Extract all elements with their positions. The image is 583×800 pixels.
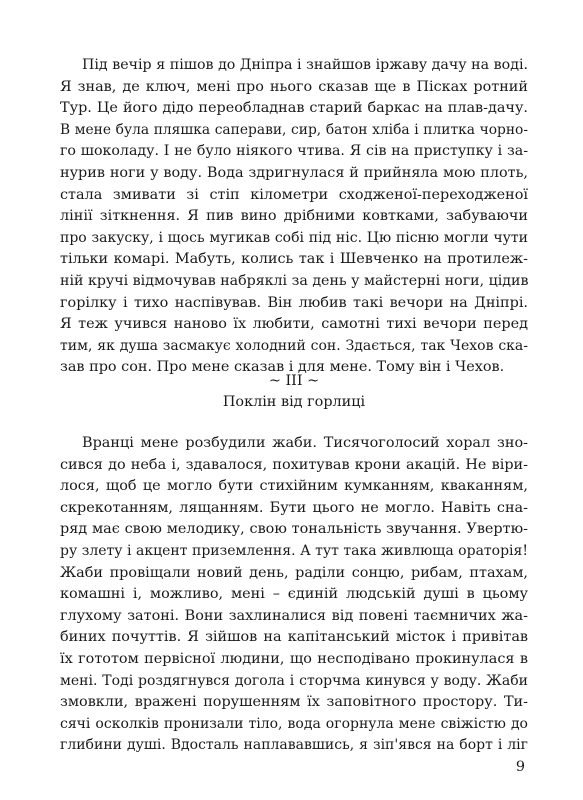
text-line: Вранці мене розбудили жаби. Тисячоголосий хорал зно- — [82, 435, 528, 451]
text-line: скрекотанням, лящанням. Бути цього не могло. Навіть сна- — [60, 499, 528, 516]
text-line: Я знав, де ключ, мені про нього сказав ще в Пісках ротний — [60, 78, 528, 95]
text-line: ру злету і акцент приземлення. А тут така живлюща ораторія! — [60, 542, 528, 559]
text-line: горілку і тихо наспівував. Він любив такі вечори на Дніпрі. — [60, 294, 528, 311]
text-line: лося, щоб це могло бути стихійним кумканням, кваканням, — [60, 478, 528, 495]
text-line: ній кручі відмочував набряклі за день у майстерні ноги, цідив — [60, 272, 528, 289]
text-line: Під вечір я пішов до Дніпра і знайшов іржаву дачу на воді. — [82, 57, 528, 73]
text-line: глибини душі. Вдосталь наплававшись, я зіп'явся на борт і ліг — [60, 737, 528, 754]
text-line: глухому затоні. Вони захлиналися від повені таємничих жа- — [60, 607, 528, 624]
text-line: тим, як душа засмакує холодний сон. Здається, так Чехов ска- — [60, 337, 528, 354]
text-line: стала змивати зі стіп кілометри сходженої-переходженої — [60, 186, 528, 203]
section-title: Поклін від горлиці — [222, 394, 366, 410]
text-line: сячі осколків пронизали тіло, вода огорнула мене свіжістю до — [60, 715, 528, 732]
text-line: сився до неба і, здавалося, похитував крони акацій. Не віри- — [60, 456, 528, 473]
text-line: биних почуттів. Я зійшов на капітанський місток і привітав — [60, 629, 528, 646]
text-line: В мене була пляшка саперави, сир, батон хліба і плитка чорно- — [60, 121, 528, 138]
text-line: зав про сон. Про мене сказав і для мене. Тому він і Чехов. — [60, 359, 505, 376]
text-line: їх гототом первісної людини, що несподівано прокинулася в — [60, 650, 528, 667]
text-line: го шоколаду. І не було ніякого чтива. Я сів на приступку і за- — [60, 143, 528, 160]
text-line: тільки комарі. Мабуть, колись так і Шевченко на протилеж- — [60, 251, 528, 268]
text-line: мені. Тоді роздягнувся догола і сторчма кинувся у воду. Жаби — [60, 672, 528, 689]
page-number: 9 — [515, 759, 525, 775]
text-line: нурив ноги у воду. Вода здригнулася й прийняла мою плоть, — [60, 164, 528, 181]
text-line: ряд має свою мелодику, свою тональність звучання. Увертю- — [60, 521, 528, 538]
text-line: змовкли, вражені порушенням їх заповітного простору. Ти- — [60, 694, 528, 711]
paragraph-1 — [60, 55, 528, 379]
paragraph-2 — [60, 433, 528, 757]
text-line: Жаби провіщали новий день, раділи сонцю, рибам, птахам, — [60, 564, 528, 581]
text-line: про закуску, і щось мугикав собі під ніс. Цю пісню могли чути — [60, 229, 528, 246]
section-number: ~ III ~ — [268, 373, 320, 389]
text-line: комашні і, можливо, мені – єдиній людській душі в цьому — [60, 586, 528, 603]
text-line: Тур. Це його дідо переобладнав старий баркас на плав-дачу. — [60, 100, 528, 117]
text-line: Я теж учився наново їх любити, самотні тихі вечори перед — [60, 316, 528, 333]
text-line: лінії зіткнення. Я пив вино дрібними ковтками, забуваючи — [60, 208, 528, 225]
